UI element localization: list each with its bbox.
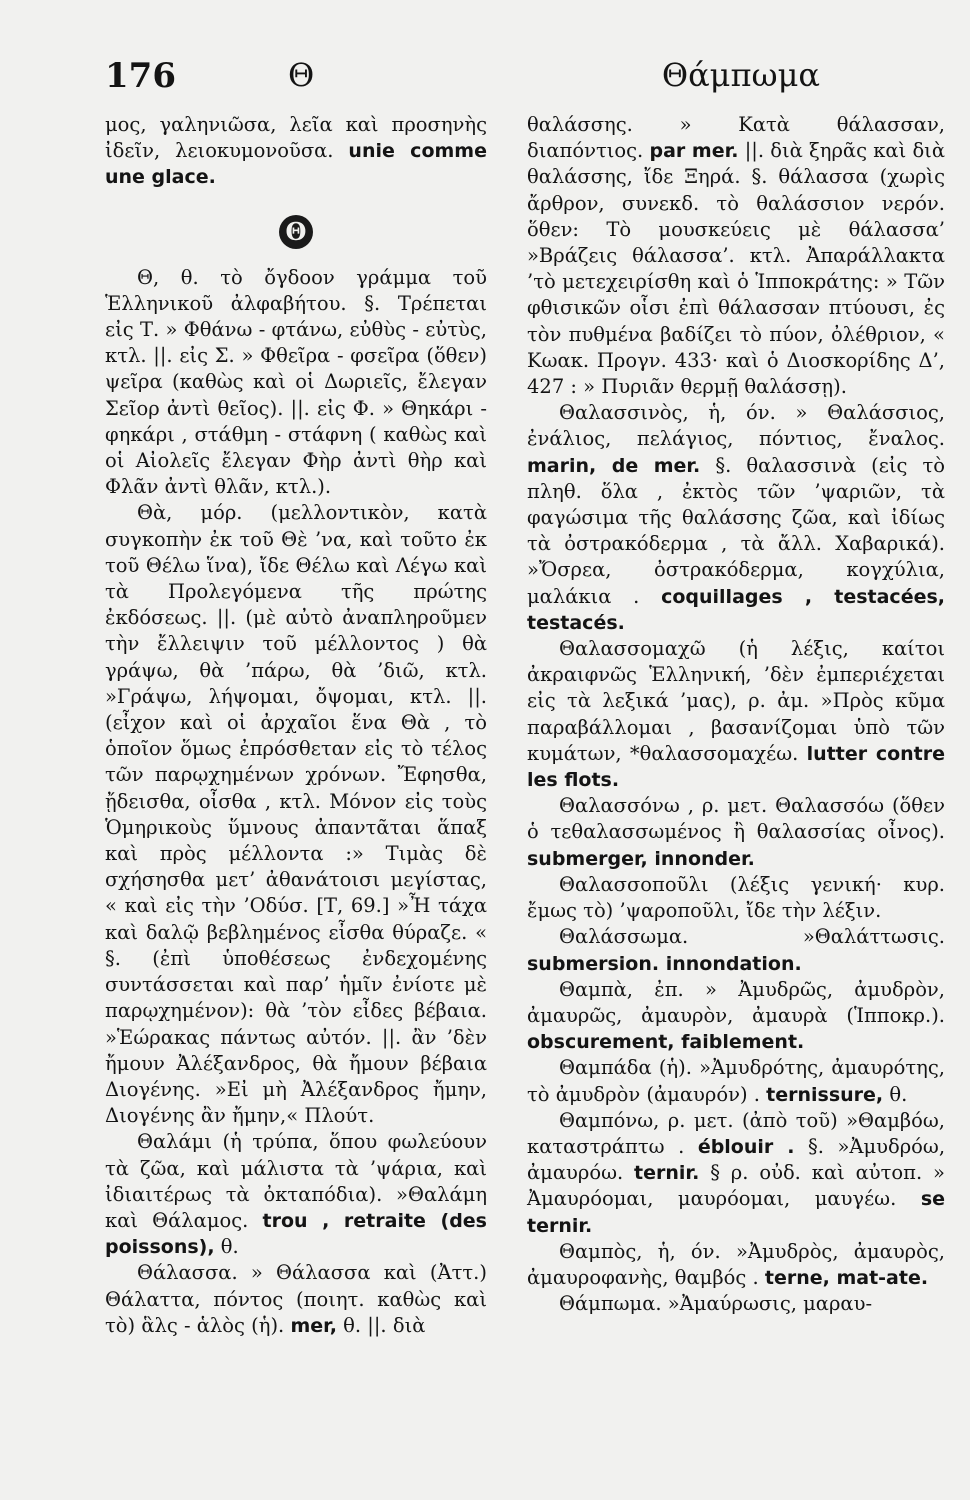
entry-thalassinos: Θαλασσινὸς, ἡ, όν. » Θαλάσσιος, ἐνάλιος, πελάγιος, πόντιος, ἔναλος. marin, de mer. §. θαλασσινὰ (εἰς τὸ πληθ. ὅλα , ἐκτὸς τῶν ’ψαριῶν, τὰ φαγώσιμα τῆς θαλάσσης ζῶα, καὶ ἰδίως τὰ ὀστρακόδερμα , τὰ ἄλλ. Χαβαρικά). »Ὄσρεα, ὀστρακόδερμα, κογχύλια, μαλάκια . coquillages , testacées, testacés. [527,401,946,634]
french-gloss: unie comme une glace. [105,140,487,189]
entry-thalami: Θαλάμι (ἡ τρύπα, ὅπου φωλεύουν τὰ ζῶα, καὶ μάλιστα τὰ ’ψάρια, καὶ ἰδιαιτέρως τὰ ὀκταπόδια). »Θαλάμη καὶ Θάλαμος. trou , retraite (des poissons), θ. [105,1130,487,1259]
entry-thampono: Θαμπόνω, ρ. μετ. (ἀπὸ τοῦ) »Θαμβόω, καταστράπτω . éblouir . §. »Ἀμυδρόω, ἀμαυρόω. ternir. § ρ. οὐδ. καὶ αὐτοπ. » Ἀμαυρόομαι, μαυρόομαι, μαυγέω. se ternir. [527,1108,946,1237]
french-gloss: obscurement, faiblement. [527,1031,805,1054]
left-column [105,112,487,1339]
entry-thampa: Θαμπὰ, ἐπ. » Ἀμυδρῶς, ἀμυδρὸν, ἀμαυρῶς, ἀμαυρὸν, ἀμαυρὰ (Ἱπποκρ.). obscurement, faiblement. [527,977,945,1054]
french-gloss: ternissure, [766,1083,884,1106]
theta-ornament-icon: Θ [279,215,313,249]
french-gloss: éblouir . [697,1135,795,1158]
french-gloss: coquillages , testacées, testacés. [527,585,945,634]
entry-thampoma: Θάμπωμα. »Ἀμαύρωσις, μαραυ- [559,1292,873,1316]
page-header [105,56,820,102]
french-gloss: marin, de mer. [527,454,701,477]
entry-thalassono: Θαλασσόνω , ρ. μετ. Θαλασσόω (ὅθεν ὁ τεθαλασσωμένος ἢ θαλασσίας οἶνος). submerger, innonder. [527,794,945,870]
french-gloss: ternir. [634,1162,700,1185]
french-gloss: submersion. innondation. [527,952,802,975]
french-gloss: se ternir. [527,1188,946,1237]
entry-continuation: μος, γαληνιῶσα, λεῖα καὶ προσηνὴς ἰδεῖν, λειοκυμονοῦσα. unie comme une glace. [105,113,487,189]
entry-thampada: Θαμπάδα (ἡ). »Ἀμυδρότης, ἀμαυρότης, τὸ ἀμυδρὸν (ἀμαυρόν) . ternissure, θ. [527,1056,945,1106]
entry-continuation: θαλάσσης. » Κατὰ θάλασσαν, διαπόντιος. par mer. ||. διὰ ξηρᾶς καὶ διὰ θαλάσσης, ἴδε Ξηρά. §. θάλασσα (χωρὶς ἄρθρον, συνεκδ. τὸ θαλάσσιον νερόν. ὅθεν: Τὸ μουσκεύεις μὲ θάλασσα’ »Βράζεις θάλασσα’. κτλ. Ἀπαράλλακτα ’τὸ μετεχειρίσθη καὶ ὁ Ἱπποκράτης: » Τῶν φθισικῶν οἷσι ἐπὶ θάλασσαν πτύουσι, ἐς τὸν πυθμένα βαδίζει τὸ πύον, ὀλέθριον, « Κωακ. Προγν. 433· καὶ ὁ Διοσκορίδης Δ’, 427 : » Πυριᾶν θερμῇ θαλάσσῃ). [527,113,945,399]
section-ornament [105,215,487,249]
entry-thampos: Θαμπὸς, ἡ, όν. »Ἀμυδρὸς, ἀμαυρὸς, ἀμαυροφανὴς, θαμβός . terne, mat-ate. [527,1239,945,1289]
french-gloss: trou , retraite (des poissons), [105,1209,487,1259]
entry-thalassoma: Θαλάσσωμα. »Θαλάττωσις. submersion. innondation. [527,925,945,975]
french-gloss: terne, mat-ate. [764,1266,929,1289]
entry-thalassopouli: Θαλασσοποῦλι (λέξις γενική· κυρ. ἔμως τὸ) ’ψαροποῦλι, ἴδε τὴν λέξιν. [527,872,945,923]
catchword: Θάμπωμα [661,56,820,94]
right-column [527,112,945,1317]
french-gloss: par mer. [649,140,739,163]
french-gloss: mer, [290,1314,337,1337]
french-gloss: lutter contre les flots. [527,742,946,792]
section-letter: Θ [288,56,315,94]
page-number: 176 [105,56,176,96]
entry-tha: Θὰ, μόρ. (μελλοντικὸν, κατὰ συγκοπὴν ἐκ τοῦ Θὲ ’να, καὶ τοῦτο ἐκ τοῦ Θέλω ἵνα), ἴδε Θέλω καὶ Λέγω καὶ τὰ Προλεγόμενα τῆς πρώτης ἐκδόσεως. ||. (μὲ αὐτὸ ἀναπληροῦμεν τὴν ἔλλειψιν τοῦ μέλλοντος ) θὰ γράψω, θὰ ’πάρω, θὰ ’διῶ, κτλ. »Γράψω, λήψομαι, ὄψομαι, κτλ. ||. (εἶχον καὶ οἱ ἀρχαῖοι ἕνα Θὰ , τὸ ὁποῖον ὅμως ἐπρόσθεταν εἰς τὸ τέλος τῶν παρῳχημένων χρόνων. Ἔφησθα, ᾔδεισθα, οἶσθα , κτλ. Μόνον εἰς τοὺς Ὁμηρικοὺς ὕμνους ἀπαντᾶται ἅπαξ καὶ πρὸς μέλλοντα :» Τιμὰς δὲ σχήσησθα μετ’ ἀθανάτοισι μεγίστας, « καὶ εἰς τὴν ’Οδύσ. [Τ, 69.] »Ἦ τάχα καὶ δαλῷ βεβλημένος εἶσθα θύραζε. « §. (ἐπὶ ὑποθέσεως ἐνδεχομένης συντάσσεται καὶ παρ’ ἡμῖν ἐνίοτε μὲ παρῳχημένον): θὰ ’τὸν εἶδες βέβαια. »Ἑώρακας πάντως αὐτόν. ||. ἂν ’δὲν ἤμουν Ἀλέξανδρος, θὰ ἤμουν βέβαια Διογένης. »Εἰ μὴ Ἀλέξανδρος ἤμην, Διογένης ἂν ἤμην,« Πλούτ. [105,501,487,1128]
french-gloss: submerger, innonder. [527,847,755,870]
entry-thalassa: Θάλασσα. » Θάλασσα καὶ (Ἀττ.) Θάλαττα, πόντος (ποιητ. καθὼς καὶ τὸ) ἃλς - ἁλὸς (ἡ). mer, θ. ||. διὰ [105,1261,487,1337]
entry-thalassomacho: Θαλασσομαχῶ (ἡ λέξις, καίτοι ἀκραιφνῶς Ἑλληνική, ’δὲν ἐμπεριέχεται εἰς τὰ λεξικά ’μας), ρ. ἀμ. »Πρὸς κῦμα παραβάλλομαι , βασανίζομαι ὑπὸ τῶν κυμάτων, *θαλασσομαχέω. lutter contre les flots. [527,637,946,792]
entry-theta: Θ, θ. τὸ ὄγδοον γράμμα τοῦ Ἑλληνικοῦ ἀλφαβήτου. §. Τρέπεται εἰς Τ. » Φθάνω - φτάνω, εὐθὺς - εὐτὺς, κτλ. ||. εἰς Σ. » Φθεῖρα - φσεῖρα (ὅθεν) ψεῖρα (καθὼς καὶ οἱ Δωριεῖς, ἔλεγαν Σεῖορ ἀντὶ θεῖος). ||. εἰς Φ. » Θηκάρι - φηκάρι , στάθμη - στάφνη ( καθὼς καὶ οἱ Αἰολεῖς ἔλεγαν Φὴρ ἀντὶ θὴρ καὶ Φλᾶν ἀντὶ θλᾶν, κτλ.). [105,265,487,499]
